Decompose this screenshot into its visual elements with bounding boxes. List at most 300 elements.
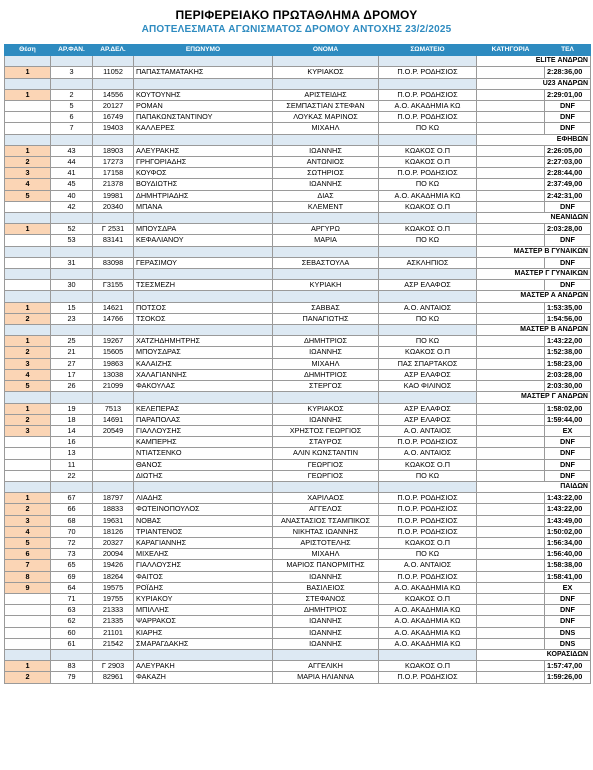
category-cell xyxy=(477,616,545,627)
name-cell: ΣΕΜΠΑΣΤΙΑΝ ΣΤΕΦΑΝ xyxy=(273,101,379,112)
surname-cell: ΔΗΜΗΤΡΙΑΔΗΣ xyxy=(134,190,273,201)
license-cell: 20549 xyxy=(93,425,134,436)
surname-cell: ΓΕΡΑΣΙΜΟΥ xyxy=(134,257,273,268)
surname-cell: ΠΑΠΑΣΤΑΜΑΤΑΚΗΣ xyxy=(134,67,273,78)
table-row xyxy=(5,67,591,78)
table-row xyxy=(5,145,591,156)
club-cell: Α.Ο. ΑΚΑΔΗΜΙΑ ΚΩ xyxy=(379,638,477,649)
club-cell: Π.Ο.Ρ. ΡΟΔΗΣΙΟΣ xyxy=(379,672,477,683)
col-header-time: ΤΕΛ xyxy=(545,45,591,56)
table-row xyxy=(5,459,591,470)
surname-cell: ΚΕΛΕΠΕΡΑΣ xyxy=(134,403,273,414)
bib-cell: 14 xyxy=(51,425,93,436)
results-table xyxy=(4,44,591,684)
name-cell: ΜΙΧΑΗΛ xyxy=(273,358,379,369)
table-row xyxy=(5,661,591,672)
license-cell: 7513 xyxy=(93,403,134,414)
time-cell: 1:53:35,00 xyxy=(545,302,591,313)
position-cell: 2 xyxy=(5,414,51,425)
position-cell xyxy=(5,627,51,638)
bib-cell: 83 xyxy=(51,661,93,672)
bib-cell: 5 xyxy=(51,101,93,112)
name-cell: ΜΑΡΙΑ ΗΛΙΑΝΝΑ xyxy=(273,672,379,683)
category-row-spacer xyxy=(379,291,477,302)
table-row xyxy=(5,190,591,201)
category-row-spacer xyxy=(51,78,93,89)
table-row xyxy=(5,201,591,212)
time-cell: DNF xyxy=(545,593,591,604)
position-cell: 9 xyxy=(5,582,51,593)
position-cell xyxy=(5,280,51,291)
name-cell: ΑΛΙΝ ΚΩΝΣΤΑΝΤΙΝ xyxy=(273,448,379,459)
club-cell: ΠΟ ΚΩ xyxy=(379,179,477,190)
license-cell: 19426 xyxy=(93,560,134,571)
position-cell xyxy=(5,235,51,246)
category-row-spacer xyxy=(379,649,477,660)
time-cell: DNF xyxy=(545,112,591,123)
license-cell: 21333 xyxy=(93,605,134,616)
category-label: ΜΑΣΤΕΡ Α ΑΝΔΡΩΝ xyxy=(477,291,591,302)
club-cell: Α.Ο. ΑΝΤΑΙΟΣ xyxy=(379,560,477,571)
surname-cell: ΚΟΥΦΟΣ xyxy=(134,168,273,179)
time-cell: 1:43:22,00 xyxy=(545,336,591,347)
surname-cell: ΜΙΧΕΛΗΣ xyxy=(134,549,273,560)
name-cell: ΑΡΙΣΤΕΙΔΗΣ xyxy=(273,89,379,100)
bib-cell: 79 xyxy=(51,672,93,683)
category-cell xyxy=(477,257,545,268)
category-row-spacer xyxy=(93,246,134,257)
bib-cell: 25 xyxy=(51,336,93,347)
license-cell: 21335 xyxy=(93,616,134,627)
club-cell: Π.Ο.Ρ. ΡΟΔΗΣΙΟΣ xyxy=(379,437,477,448)
category-row-spacer xyxy=(379,481,477,492)
club-cell: Π.Ο.Ρ. ΡΟΔΗΣΙΟΣ xyxy=(379,493,477,504)
time-cell: 1:59:26,00 xyxy=(545,672,591,683)
name-cell: ΧΑΡΙΛΑΟΣ xyxy=(273,493,379,504)
surname-cell: ΤΡΙΑΝΤΕΝΟΣ xyxy=(134,526,273,537)
category-row-spacer xyxy=(134,78,273,89)
category-row-spacer xyxy=(51,649,93,660)
category-row-spacer xyxy=(5,246,51,257)
license-cell xyxy=(93,448,134,459)
category-label: ΚΟΡΑΣΙΔΩΝ xyxy=(477,649,591,660)
position-cell: 1 xyxy=(5,661,51,672)
col-header-category: ΚΑΤΗΓΟΡΙΑ xyxy=(477,45,545,56)
time-cell: 1:57:47,00 xyxy=(545,661,591,672)
category-label: U23 ΑΝΔΡΩΝ xyxy=(477,78,591,89)
category-row-spacer xyxy=(134,481,273,492)
position-cell: 8 xyxy=(5,571,51,582)
name-cell: ΔΗΜΗΤΡΙΟΣ xyxy=(273,336,379,347)
time-cell: 2:28:44,00 xyxy=(545,168,591,179)
time-cell: DNF xyxy=(545,437,591,448)
club-cell: ΠΟ ΚΩ xyxy=(379,235,477,246)
category-row xyxy=(5,78,591,89)
name-cell: ΚΥΡΙΑΚΟΣ xyxy=(273,403,379,414)
position-cell: 1 xyxy=(5,67,51,78)
col-header-surname: ΕΠΩΝΥΜΟ xyxy=(134,45,273,56)
time-cell: 1:58:41,00 xyxy=(545,571,591,582)
category-row-spacer xyxy=(134,213,273,224)
table-row xyxy=(5,358,591,369)
name-cell: ΚΛΕΜΕΝΤ xyxy=(273,201,379,212)
time-cell: DNF xyxy=(545,101,591,112)
position-cell xyxy=(5,123,51,134)
category-row-spacer xyxy=(134,392,273,403)
bib-cell: 21 xyxy=(51,347,93,358)
time-cell: 2:27:03,00 xyxy=(545,157,591,168)
license-cell: 18126 xyxy=(93,526,134,537)
position-cell: 1 xyxy=(5,224,51,235)
bib-cell: 26 xyxy=(51,381,93,392)
table-row xyxy=(5,571,591,582)
category-row-spacer xyxy=(51,134,93,145)
table-row xyxy=(5,560,591,571)
name-cell: ΒΑΣΙΛΕΙΟΣ xyxy=(273,582,379,593)
category-cell xyxy=(477,190,545,201)
position-cell: 1 xyxy=(5,302,51,313)
category-row-spacer xyxy=(273,291,379,302)
club-cell: ΚΩΑΚΟΣ Ο.Π xyxy=(379,157,477,168)
time-cell: 2:03:28,00 xyxy=(545,224,591,235)
bib-cell: 53 xyxy=(51,235,93,246)
category-row-spacer xyxy=(5,78,51,89)
category-row-spacer xyxy=(134,134,273,145)
time-cell: DNS xyxy=(545,638,591,649)
category-cell xyxy=(477,549,545,560)
time-cell: 2:29:01,00 xyxy=(545,89,591,100)
table-row xyxy=(5,448,591,459)
category-row-spacer xyxy=(93,325,134,336)
time-cell: DNF xyxy=(545,448,591,459)
name-cell: ΧΡΗΣΤΟΣ ΓΕΩΡΓΙΟΣ xyxy=(273,425,379,436)
category-cell xyxy=(477,448,545,459)
category-row xyxy=(5,392,591,403)
license-cell: Γ3155 xyxy=(93,280,134,291)
surname-cell: ΧΑΛΑΓΙΑΝΝΗΣ xyxy=(134,369,273,380)
bib-cell: 44 xyxy=(51,157,93,168)
club-cell: ΚΩΑΚΟΣ Ο.Π xyxy=(379,593,477,604)
category-row-spacer xyxy=(93,392,134,403)
license-cell: 16749 xyxy=(93,112,134,123)
table-row xyxy=(5,112,591,123)
time-cell: 1:56:34,00 xyxy=(545,537,591,548)
license-cell: 19981 xyxy=(93,190,134,201)
name-cell: ΑΡΓΥΡΩ xyxy=(273,224,379,235)
time-cell: DNS xyxy=(545,627,591,638)
position-cell: 1 xyxy=(5,403,51,414)
position-cell: 4 xyxy=(5,179,51,190)
position-cell xyxy=(5,257,51,268)
category-cell xyxy=(477,515,545,526)
category-row-spacer xyxy=(379,56,477,67)
license-cell: 14556 xyxy=(93,89,134,100)
category-cell xyxy=(477,157,545,168)
surname-cell: ΦΑΙΤΟΣ xyxy=(134,571,273,582)
license-cell: 19755 xyxy=(93,593,134,604)
position-cell: 1 xyxy=(5,145,51,156)
club-cell: Π.Ο.Ρ. ΡΟΔΗΣΙΟΣ xyxy=(379,526,477,537)
category-row-spacer xyxy=(379,392,477,403)
club-cell: Α.Ο. ΑΚΑΔΗΜΙΑ ΚΩ xyxy=(379,605,477,616)
club-cell: Π.Ο.Ρ. ΡΟΔΗΣΙΟΣ xyxy=(379,168,477,179)
surname-cell: ΠΑΡΑΠΟΛΑΣ xyxy=(134,414,273,425)
results-body xyxy=(5,56,591,683)
category-row-spacer xyxy=(273,649,379,660)
name-cell: ΙΩΑΝΝΗΣ xyxy=(273,179,379,190)
license-cell: 17158 xyxy=(93,168,134,179)
name-cell: ΔΗΜΗΤΡΙΟΣ xyxy=(273,605,379,616)
table-row xyxy=(5,157,591,168)
position-cell: 5 xyxy=(5,381,51,392)
name-cell: ΜΑΡΙΑ xyxy=(273,235,379,246)
name-cell: ΣΤΕΡΓΟΣ xyxy=(273,381,379,392)
category-cell xyxy=(477,537,545,548)
position-cell: 4 xyxy=(5,526,51,537)
surname-cell: ΧΑΤΖΗΔΗΜΗΤΡΗΣ xyxy=(134,336,273,347)
table-row xyxy=(5,123,591,134)
club-cell: Α.Ο. ΑΚΑΔΗΜΙΑ ΚΩ xyxy=(379,616,477,627)
position-cell: 2 xyxy=(5,157,51,168)
table-row xyxy=(5,582,591,593)
bib-cell: 40 xyxy=(51,190,93,201)
bib-cell: 67 xyxy=(51,493,93,504)
col-header-name: ΟΝΟΜΑ xyxy=(273,45,379,56)
category-cell xyxy=(477,112,545,123)
license-cell: 18797 xyxy=(93,493,134,504)
position-cell: 2 xyxy=(5,347,51,358)
name-cell: ΙΩΑΝΝΗΣ xyxy=(273,571,379,582)
category-cell xyxy=(477,179,545,190)
license-cell: 20127 xyxy=(93,101,134,112)
license-cell: 18903 xyxy=(93,145,134,156)
time-cell: 1:52:38,00 xyxy=(545,347,591,358)
category-cell xyxy=(477,224,545,235)
license-cell: 83141 xyxy=(93,235,134,246)
surname-cell: ΓΙΑΛΛΟΥΣΗΣ xyxy=(134,560,273,571)
position-cell: 3 xyxy=(5,358,51,369)
license-cell: 14766 xyxy=(93,313,134,324)
bib-cell: 22 xyxy=(51,470,93,481)
category-cell xyxy=(477,459,545,470)
time-cell: EX xyxy=(545,582,591,593)
surname-cell: ΠΑΠΑΚΩΝΣΤΑΝΤΙΝΟΥ xyxy=(134,112,273,123)
club-cell: ΠΟ ΚΩ xyxy=(379,123,477,134)
category-row-spacer xyxy=(379,78,477,89)
surname-cell: ΠΟΤΣΟΣ xyxy=(134,302,273,313)
category-row-spacer xyxy=(5,56,51,67)
table-row xyxy=(5,257,591,268)
position-cell xyxy=(5,593,51,604)
col-header-club: ΣΩΜΑΤΕΙΟ xyxy=(379,45,477,56)
position-cell: 4 xyxy=(5,369,51,380)
time-cell: 1:43:22,00 xyxy=(545,493,591,504)
bib-cell: 17 xyxy=(51,369,93,380)
category-row-spacer xyxy=(51,325,93,336)
time-cell: DNF xyxy=(545,470,591,481)
position-cell xyxy=(5,448,51,459)
category-row-spacer xyxy=(134,325,273,336)
time-cell: DNF xyxy=(545,235,591,246)
table-row xyxy=(5,425,591,436)
time-cell: DNF xyxy=(545,459,591,470)
category-cell xyxy=(477,168,545,179)
surname-cell: ΓΡΗΓΟΡΙΑΔΗΣ xyxy=(134,157,273,168)
time-cell: 1:43:22,00 xyxy=(545,504,591,515)
page-title: ΠΕΡΙΦΕΡΕΙΑΚΟ ΠΡΩΤΑΘΛΗΜΑ ΔΡΟΜΟΥ xyxy=(175,8,418,22)
category-row-spacer xyxy=(93,269,134,280)
name-cell: ΙΩΑΝΝΗΣ xyxy=(273,347,379,358)
position-cell xyxy=(5,459,51,470)
club-cell: Π.Ο.Ρ. ΡΟΔΗΣΙΟΣ xyxy=(379,67,477,78)
time-cell: 1:56:40,00 xyxy=(545,549,591,560)
col-header-position: Θέση xyxy=(5,45,51,56)
club-cell: ΚΑΟ ΦΙΛΙΝΟΣ xyxy=(379,381,477,392)
category-row-spacer xyxy=(273,78,379,89)
category-cell xyxy=(477,89,545,100)
license-cell: 19403 xyxy=(93,123,134,134)
bib-cell: 64 xyxy=(51,582,93,593)
position-cell: 1 xyxy=(5,89,51,100)
surname-cell: ΜΠΟΥΣΔΡΑΣ xyxy=(134,347,273,358)
name-cell: ΔΗΜΗΤΡΙΟΣ xyxy=(273,369,379,380)
position-cell: 3 xyxy=(5,425,51,436)
category-row-spacer xyxy=(51,481,93,492)
time-cell: 1:59:44,00 xyxy=(545,414,591,425)
surname-cell: ΑΛΕΥΡΑΚΗΣ xyxy=(134,145,273,156)
club-cell: ΠΟ ΚΩ xyxy=(379,336,477,347)
position-cell: 3 xyxy=(5,168,51,179)
name-cell: ΜΙΧΑΗΛ xyxy=(273,123,379,134)
surname-cell: ΚΕΦΑΛΙΑΝΟΥ xyxy=(134,235,273,246)
position-cell: 2 xyxy=(5,504,51,515)
surname-cell: ΜΠΙΛΛΗΣ xyxy=(134,605,273,616)
category-row-spacer xyxy=(273,269,379,280)
table-row xyxy=(5,537,591,548)
club-cell: ΠΟ ΚΩ xyxy=(379,549,477,560)
category-cell xyxy=(477,145,545,156)
surname-cell: ΨΑΡΡΑΚΟΣ xyxy=(134,616,273,627)
category-row-spacer xyxy=(134,56,273,67)
table-row xyxy=(5,280,591,291)
category-row-spacer xyxy=(379,134,477,145)
category-cell xyxy=(477,504,545,515)
position-cell xyxy=(5,201,51,212)
category-cell xyxy=(477,437,545,448)
license-cell: 19631 xyxy=(93,515,134,526)
category-cell xyxy=(477,67,545,78)
time-cell: 2:37:49,00 xyxy=(545,179,591,190)
club-cell: Π.Ο.Ρ. ΡΟΔΗΣΙΟΣ xyxy=(379,89,477,100)
category-row-spacer xyxy=(5,392,51,403)
category-cell xyxy=(477,425,545,436)
club-cell: Π.Ο.Ρ. ΡΟΔΗΣΙΟΣ xyxy=(379,504,477,515)
license-cell: 20340 xyxy=(93,201,134,212)
license-cell: 11052 xyxy=(93,67,134,78)
table-row xyxy=(5,504,591,515)
bib-cell: 68 xyxy=(51,515,93,526)
club-cell: ΑΣΡ ΕΛΑΦΟΣ xyxy=(379,280,477,291)
license-cell: Γ 2531 xyxy=(93,224,134,235)
position-cell: 7 xyxy=(5,560,51,571)
category-row-spacer xyxy=(51,246,93,257)
name-cell: ΚΥΡΙΑΚΗ xyxy=(273,280,379,291)
name-cell: ΑΝΑΣΤΑΣΙΟΣ ΤΣΑΜΠΙΚΟΣ xyxy=(273,515,379,526)
time-cell: DNF xyxy=(545,201,591,212)
license-cell: 83098 xyxy=(93,257,134,268)
bib-cell: 71 xyxy=(51,593,93,604)
category-cell xyxy=(477,403,545,414)
time-cell: 2:26:05,00 xyxy=(545,145,591,156)
license-cell: 21378 xyxy=(93,179,134,190)
name-cell: ΜΑΡΙΟΣ ΠΑΝΟΡΜΙΤΗΣ xyxy=(273,560,379,571)
bib-cell: 16 xyxy=(51,437,93,448)
category-row-spacer xyxy=(134,246,273,257)
license-cell xyxy=(93,470,134,481)
name-cell: ΠΑΝΑΓΙΩΤΗΣ xyxy=(273,313,379,324)
name-cell: ΙΩΑΝΝΗΣ xyxy=(273,145,379,156)
bib-cell: 27 xyxy=(51,358,93,369)
name-cell: ΣΩΤΗΡΙΟΣ xyxy=(273,168,379,179)
table-row xyxy=(5,605,591,616)
surname-cell: ΛΙΑΔΗΣ xyxy=(134,493,273,504)
license-cell: 82961 xyxy=(93,672,134,683)
time-cell: 2:03:30,00 xyxy=(545,381,591,392)
col-header-license: ΑΡ.ΔΕΛ. xyxy=(93,45,134,56)
time-cell: DNF xyxy=(545,616,591,627)
category-row-spacer xyxy=(5,325,51,336)
club-cell: ΠΑΣ ΣΠΑΡΤΑΚΟΣ xyxy=(379,358,477,369)
time-cell: DNF xyxy=(545,280,591,291)
license-cell: 19267 xyxy=(93,336,134,347)
table-row xyxy=(5,369,591,380)
position-cell xyxy=(5,112,51,123)
category-row-spacer xyxy=(5,291,51,302)
time-cell: 1:54:56,00 xyxy=(545,313,591,324)
category-row-spacer xyxy=(379,269,477,280)
position-cell xyxy=(5,616,51,627)
surname-cell: ΦΩΤΕΙΝΟΠΟΥΛΟΣ xyxy=(134,504,273,515)
license-cell: 21542 xyxy=(93,638,134,649)
name-cell: ΓΕΩΡΓΙΟΣ xyxy=(273,459,379,470)
surname-cell: ΚΑΡΑΓΙΑΝΝΗΣ xyxy=(134,537,273,548)
category-cell xyxy=(477,571,545,582)
category-row xyxy=(5,325,591,336)
category-row-spacer xyxy=(5,481,51,492)
surname-cell: ΜΠΟΥΣΔΡΑ xyxy=(134,224,273,235)
category-row xyxy=(5,213,591,224)
category-row xyxy=(5,134,591,145)
table-row xyxy=(5,672,591,683)
bib-cell: 65 xyxy=(51,560,93,571)
table-row xyxy=(5,638,591,649)
time-cell: 2:42:31,00 xyxy=(545,190,591,201)
category-cell xyxy=(477,347,545,358)
name-cell: ΑΓΓΕΛΟΣ xyxy=(273,504,379,515)
license-cell: 18264 xyxy=(93,571,134,582)
time-cell: DNF xyxy=(545,605,591,616)
category-row-spacer xyxy=(379,213,477,224)
position-cell xyxy=(5,437,51,448)
club-cell: ΚΩΑΚΟΣ Ο.Π xyxy=(379,201,477,212)
page-subtitle: ΑΠΟΤΕΛΕΣΜΑΤΑ ΑΓΩΝΙΣΜΑΤΟΣ ΔΡΟΜΟΥ ΑΝΤΟΧΗΣ 23/2/2025 xyxy=(141,24,452,35)
time-cell: 1:58:23,00 xyxy=(545,358,591,369)
category-row-spacer xyxy=(273,481,379,492)
bib-cell: 61 xyxy=(51,638,93,649)
surname-cell: ΣΜΑΡΑΓΔΑΚΗΣ xyxy=(134,638,273,649)
surname-cell: ΝΟΒΑΣ xyxy=(134,515,273,526)
category-row-spacer xyxy=(134,649,273,660)
